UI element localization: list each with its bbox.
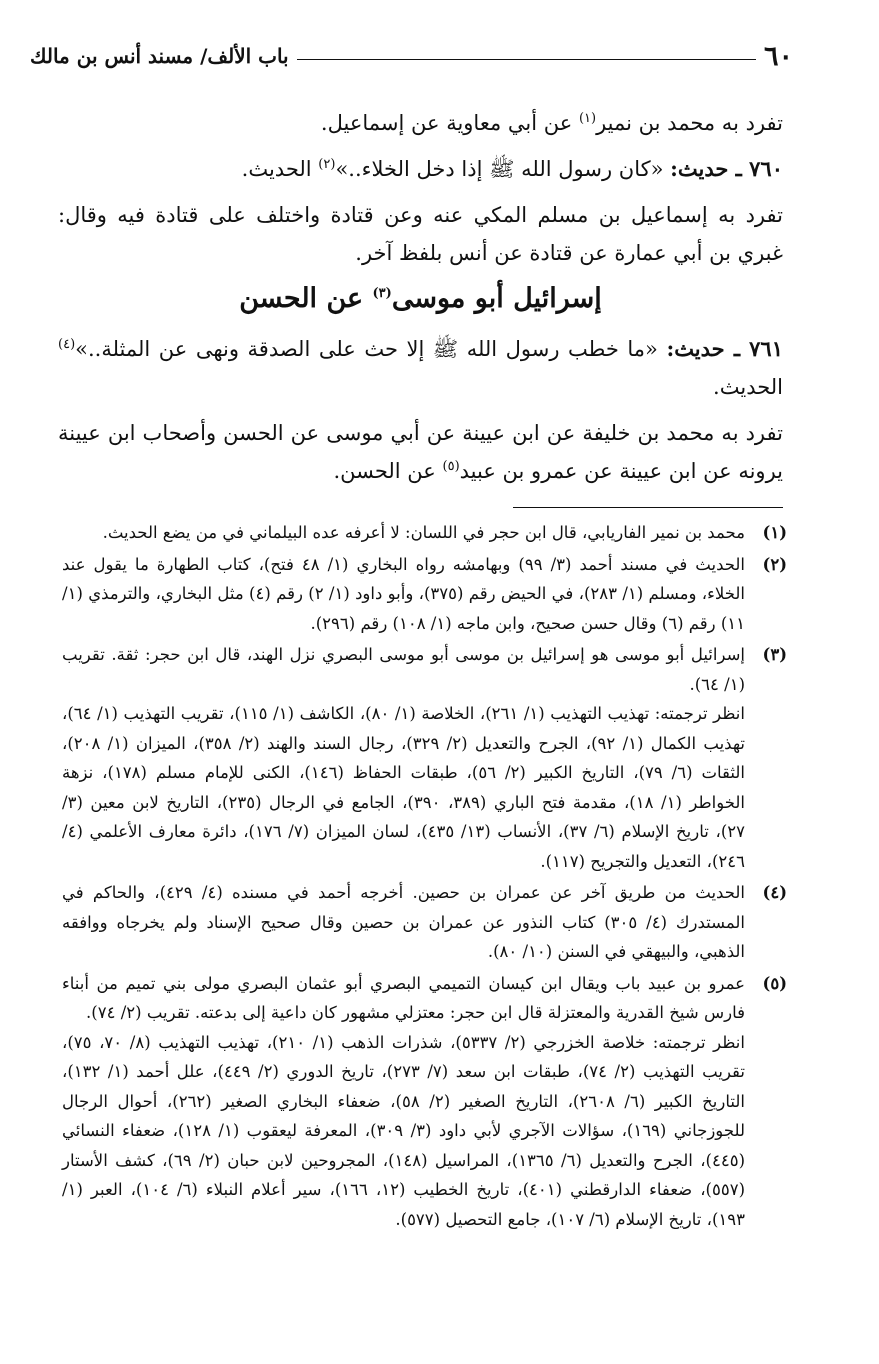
footnote-4 [62, 878, 787, 967]
footnote-text: عمرو بن عبيد باب ويقال ابن كيسان التميمي البصري أبو عثمان البصري مولى بني تميم من أبناء فارس شيخ القدرية والمعتزلة قال ابن حجر: معتزلي مشهور كان داعية إلى بدعته. تقريب (٢/ ٧٤). [62, 973, 745, 1022]
footnote-number: (١) [762, 523, 787, 542]
header-title: باب الألف/ مسند أنس بن مالك [30, 44, 289, 68]
page-number: ٦٠ [763, 40, 793, 72]
footnote-text: إسرائيل أبو موسى هو إسرائيل بن موسى أبو موسى البصري نزل الهند، قال ابن حجر: ثقة. تقريب (١/ ٦٤). [62, 645, 745, 694]
header-rule [297, 59, 756, 60]
footnote-2 [62, 550, 787, 639]
footnote-text: انظر ترجمته: تهذيب التهذيب (١/ ٢٦١)، الخلاصة (١/ ٨٠)، الكاشف (١/ ١١٥)، تقريب التهذيب (١/ ٦٤)، تهذيب الكمال (١/ ٩٢)، الجرح والتعديل (٢/ ٣٢٩)، رجال السند والهند (٢/ ٣٥٨)، الميزان (١/ ٢٠٨)، الثقات (٦/ ٧٩)، التاريخ الكبير (٢/ ٥٦)، طبقات الحفاظ (١٤٦)، الكنى للإمام مسلم (١٧٨)، نزهة الخواطر (١/ ١٨)، مقدمة فتح الباري (٣٨٩، ٣٩٠)، الجامع في الرجال (٢٣٥)، التاريخ لابن معين (٣/ ٢٧)، تاريخ الإسلام (٦/ ٣٧)، الأنساب (١٣/ ٤٣٥)، لسان الميزان (٧/ ١٧٦)، دائرة معارف الأعلمي (٤/ ٢٤٦)، التعديل والتجريح (١١٧). [62, 704, 746, 871]
footnote-ref[interactable]: (٢) [318, 157, 336, 172]
footnote-ref[interactable]: (١) [578, 111, 597, 126]
paragraph-1: تفرد به محمد بن نمير$^{(١)}$ عن أبي معاوية عن إسماعيل. [320, 111, 783, 135]
footnote-ref[interactable]: (٥) [442, 459, 460, 474]
footnote-text: محمد بن نمير الفاريابي، قال ابن حجر في اللسان: لا أعرفه عده البيلماني في من يضع الحديث. [102, 523, 745, 542]
footnote-ref[interactable]: (٤) [58, 337, 76, 352]
section-heading: إسرائيل أبو موسى$^{(٣)}$ عن الحسن [239, 283, 602, 314]
footnote-ref[interactable]: (٣) [372, 286, 392, 301]
hadith-label: حديث: [666, 336, 725, 361]
footnote-separator [513, 507, 783, 508]
running-header [30, 36, 793, 76]
paragraph-3: تفرد به محمد بن خليفة عن ابن عيينة عن أبي موسى عن الحسن وأصحاب ابن عيينة يرونه عن ابن عيينة عن عمرو بن عبيد$^{(٥)}$ عن الحسن. [58, 421, 783, 483]
hadith-760: ٧٦٠ ـ حديث: «كان رسول الله ﷺ إذا دخل الخلاء..»$^{(٢)}$ الحديث. [241, 156, 783, 181]
footnote-number: (٤) [762, 883, 787, 902]
footnote-number: (٥) [762, 973, 787, 993]
footnote-text: انظر ترجمته: خلاصة الخزرجي (٢/ ٥٣٣٧)، شذرات الذهب (١/ ٢١٠)، تهذيب التهذيب (٨/ ٧٠، ٧٥)، تقريب التهذيب (٢/ ٧٤)، طبقات ابن سعد (٧/ ٢٧٣)، تاريخ الدوري (٢/ ٤٤٩)، علل أحمد (١/ ١٣٢)، التاريخ الكبير (٦/ ٢٦٠٨)، التاريخ الصغير (٢/ ٥٨)، ضعفاء البخاري الصغير (٢٦٢)، أحوال الرجال للجوزجاني (١٦٩)، سؤالات الآجري لأبي داود (٣/ ٣٠٩)، المعرفة ليعقوب (١/ ١٢٨)، ضعفاء النسائي (٤٤٥)، الجرح والتعديل (٦/ ١٣٦٥)، المراسيل (١٤٨)، المجروحين لابن حبان (٢/ ٦٩)، كشف الأستار (٥٥٧)، ضعفاء الدارقطني (٤٠١)، تاريخ الخطيب (١٢، ١٦٦)، سير أعلام النبلاء (٦/ ١٠٤)، العبر (١/ ١٩٣)، تاريخ الإسلام (٦/ ١٠٧)، جامع التحصيل (٥٧٧). [62, 1032, 745, 1229]
footnote-number: (٣) [762, 645, 787, 664]
footnote-3 [62, 640, 787, 876]
hadith-label: حديث: [670, 156, 729, 181]
footnotes [62, 518, 787, 1236]
footnote-text: الحديث في مسند أحمد (٣/ ٩٩) وبهامشه رواه البخاري (١/ ٤٨ فتح)، كتاب الطهارة ما يقول عند الخلاء، ومسلم (١/ ٢٨٣)، في الحيض رقم (٣٧٥)، وأبو داود (١/ ٢) رقم (٤) مثل البخاري، والترمذي (١/ ١١) رقم (٦) وقال حسن صحيح، وابن ماجه (١/ ١٠٨) رقم (٢٩٦). [62, 554, 745, 633]
footnote-1 [62, 518, 787, 548]
footnote-text: الحديث من طريق آخر عن عمران بن حصين. أخرجه أحمد في مسنده (٤/ ٤٢٩)، والحاكم في المستدرك (٤/ ٣٠٥) كتاب النذور عن عمران بن حصين وقال صحيح الإسناد ولم يخرجاه ووافقه الذهبي، والبيهقي في السنن (١٠/ ٨٠). [62, 883, 745, 961]
hadith-number: ٧٦٠ [749, 156, 783, 181]
paragraph-2: تفرد به إسماعيل بن مسلم المكي عنه وعن قتادة واختلف على قتادة فيه وقال: غبري بن أبي عمارة عن قتادة عن أنس بلفظ آخر. [58, 203, 783, 265]
footnote-number: (٢) [762, 554, 787, 574]
hadith-number: ٧٦١ [749, 336, 783, 361]
footnote-5 [62, 969, 787, 1235]
hadith-761: ٧٦١ ـ حديث: «ما خطب رسول الله ﷺ إلا حث على الصدقة ونهى عن المثلة..»$^{(٤)}$ الحديث. [58, 336, 783, 399]
main-text [58, 104, 783, 498]
